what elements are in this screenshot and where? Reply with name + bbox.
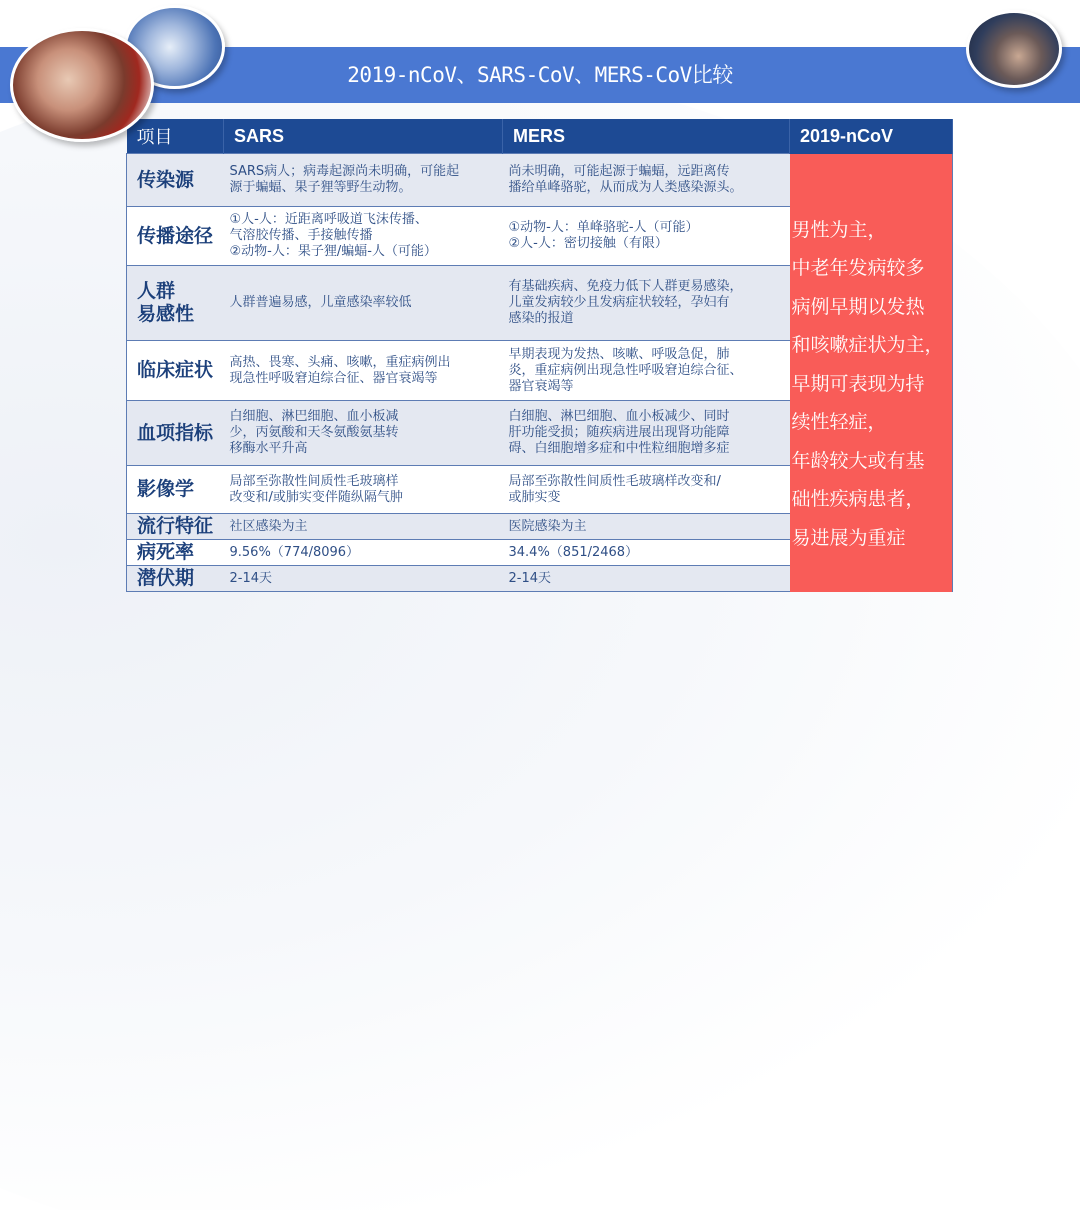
cell-line: 感染的报道 (508, 311, 574, 326)
ncov-line: 中老年发病较多 (791, 257, 925, 279)
sars-cell: 2-14天 (224, 566, 503, 592)
header-ncov: 2019-nCoV (790, 119, 953, 154)
ncov-line: 础性疾病患者， (791, 488, 925, 510)
header-mers: MERS (503, 119, 790, 154)
mers-cell: 2-14天 (503, 566, 790, 592)
photo-nurse-child-image (10, 28, 154, 142)
cell-line: 肝功能受损；随疾病进展出现肾功能障 (508, 425, 730, 440)
cell-line: 早期表现为发热、咳嗽、呼吸急促，肺 (508, 346, 730, 362)
mers-cell (503, 154, 790, 207)
cell-line: 高热、畏寒、头痛、咳嗽，重症病例出 (229, 354, 451, 370)
sars-cell (224, 466, 503, 514)
row-label: 影像学 (127, 466, 224, 514)
cell-line: 器官衰竭等 (508, 378, 574, 394)
cell-line: ①人-人：近距离呼吸道飞沫传播、 (229, 212, 428, 227)
cell-line: 炎，重症病例出现急性呼吸窘迫综合征、 (508, 362, 743, 378)
cell-line: 尚未明确，可能起源于蝙蝠，远距离传 (508, 164, 730, 179)
ncov-summary-cell (790, 154, 953, 592)
cell-line: 移酶水平升高 (229, 441, 308, 456)
cell-line: 少，丙氨酸和天冬氨酸氨基转 (229, 425, 399, 440)
row-label: 传播途径 (127, 207, 224, 266)
cell-line: 人群普遍易感，儿童感染率较低 (229, 295, 412, 310)
row-label (127, 266, 224, 341)
cell-line: 改变和/或肺实变伴随纵隔气肿 (229, 489, 403, 505)
row-label: 传染源 (127, 154, 224, 207)
mers-cell (503, 207, 790, 266)
row-label: 临床症状 (127, 341, 224, 401)
cell-line: 碍、白细胞增多症和中性粒细胞增多症 (508, 441, 730, 456)
header-sars: SARS (224, 119, 503, 154)
sars-cell (224, 401, 503, 466)
ncov-line: 易进展为重症 (791, 526, 906, 549)
cell-line: 儿童发病较少且发病症状较轻，孕妇有 (508, 295, 730, 310)
cell-line: 白细胞、淋巴细胞、血小板减少、同时 (508, 409, 730, 424)
ncov-line: 男性为主， (791, 218, 887, 241)
mers-cell (503, 341, 790, 401)
sars-cell (224, 266, 503, 341)
row-label: 潜伏期 (127, 566, 224, 592)
row-label: 血项指标 (127, 401, 224, 466)
cell-line: ②动物-人：果子狸/蝙蝠-人（可能） (229, 244, 437, 259)
cell-line: 或肺实变 (508, 489, 561, 505)
sars-cell (224, 207, 503, 266)
mers-cell (503, 266, 790, 341)
header-item: 项目 (127, 119, 224, 154)
cell-line: 局部至弥散性间质性毛玻璃样 (229, 473, 399, 489)
ncov-line: 早期可表现为持 (791, 372, 925, 395)
cell-line: 气溶胶传播、手接触传播 (229, 228, 373, 243)
cell-line: ①动物-人：单峰骆驼-人（可能） (508, 220, 699, 235)
mers-cell: 34.4%（851/2468） (503, 540, 790, 566)
cell-line: 局部至弥散性间质性毛玻璃样改变和/ (508, 473, 721, 489)
row-label: 流行特征 (127, 514, 224, 540)
sars-cell: 9.56%（774/8096） (224, 540, 503, 566)
table-row-source (127, 154, 953, 207)
mers-cell: 医院感染为主 (503, 514, 790, 540)
mers-cell (503, 466, 790, 514)
slide-title: 2019-nCoV、SARS-CoV、MERS-CoV比较 (347, 63, 733, 87)
row-label-line: 易感性 (137, 303, 195, 325)
ncov-line: 续性轻症， (791, 411, 887, 433)
sars-cell: 社区感染为主 (224, 514, 503, 540)
sars-cell (224, 154, 503, 207)
sars-cell (224, 341, 503, 401)
cell-line: 现急性呼吸窘迫综合征、器官衰竭等 (229, 370, 438, 386)
row-label-line: 人群 (137, 280, 176, 302)
cell-line: 源于蝙蝠、果子狸等野生动物。 (229, 180, 412, 195)
cell-line: 有基础疾病、免疫力低下人群更易感染， (508, 279, 743, 294)
ncov-line: 病例早期以发热 (791, 295, 925, 318)
mers-cell (503, 401, 790, 466)
comparison-table (126, 119, 953, 592)
table-header-row (127, 119, 953, 154)
cell-line: 播给单峰骆驼，从而成为人类感染源头。 (508, 180, 743, 195)
ncov-line: 年龄较大或有基 (791, 449, 925, 472)
cell-line: ②人-人：密切接触（有限） (508, 236, 668, 251)
cell-line: SARS病人；病毒起源尚未明确，可能起 (229, 164, 460, 179)
ncov-line: 和咳嗽症状为主， (791, 334, 944, 356)
photo-blood-pressure-image (966, 10, 1062, 88)
row-label: 病死率 (127, 540, 224, 566)
cell-line: 白细胞、淋巴细胞、血小板减 (229, 409, 399, 424)
